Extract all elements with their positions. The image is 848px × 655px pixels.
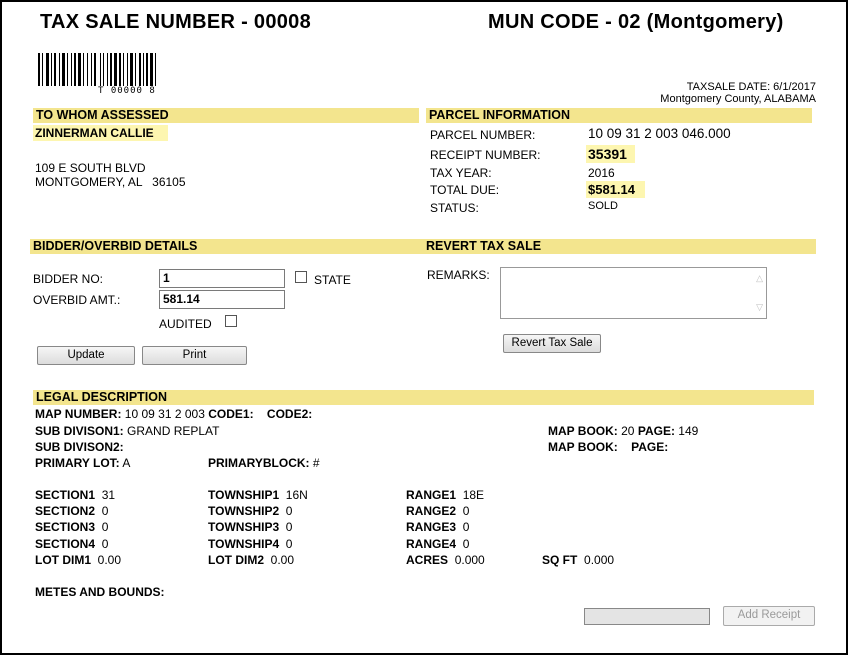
audited-label: AUDITED: [159, 317, 212, 331]
assessed-address-line2: MONTGOMERY, AL 36105: [35, 175, 186, 189]
receipt-input[interactable]: [584, 608, 710, 625]
status-label: STATUS:: [430, 201, 479, 215]
subdiv1-row: [35, 424, 220, 438]
receipt-number-value: 35391: [586, 145, 635, 163]
section3-label: SECTION3: [35, 520, 96, 534]
sqft-value: 0.000: [584, 553, 615, 567]
mapbook1-row: [548, 424, 698, 438]
tax-year-label: TAX YEAR:: [430, 166, 492, 180]
range3-value: 0: [462, 520, 470, 534]
receipt-number-label: RECEIPT NUMBER:: [430, 148, 541, 162]
township4-label: TOWNSHIP4: [208, 537, 280, 551]
section1-label: SECTION1: [35, 488, 96, 502]
add-receipt-button[interactable]: Add Receipt: [723, 606, 815, 626]
barcode-bar: [59, 53, 60, 86]
section-header-bidder-overbid: BIDDER/OVERBID DETAILS: [30, 239, 424, 254]
section-header-revert-tax-sale: REVERT TAX SALE: [423, 239, 816, 254]
section4-value: 0: [101, 537, 109, 551]
barcode-bar: [139, 53, 141, 86]
page2-label: PAGE:: [631, 440, 669, 454]
barcode-bar: [150, 53, 153, 86]
barcode-bar: [110, 53, 112, 86]
print-button[interactable]: Print: [142, 346, 247, 365]
page1-value: 149: [678, 424, 699, 438]
section2-label: SECTION2: [35, 504, 96, 518]
barcode-bar: [87, 53, 88, 86]
township1-label: TOWNSHIP1: [208, 488, 280, 502]
primary-block-label: PRIMARYBLOCK:: [208, 456, 310, 470]
lot-dim2-label: LOT DIM2: [208, 553, 264, 567]
section-header-legal-description: LEGAL DESCRIPTION: [33, 390, 814, 405]
barcode-bar: [100, 53, 101, 86]
mapbook2-label: MAP BOOK:: [548, 440, 618, 454]
barcode-bar: [83, 53, 84, 86]
township1-value: 16N: [285, 488, 308, 502]
barcode-bar: [74, 53, 76, 86]
section2-value: 0: [101, 504, 109, 518]
range2-value: 0: [462, 504, 470, 518]
barcode-bar: [107, 53, 108, 86]
overbid-amt-input[interactable]: 581.14: [159, 290, 285, 309]
barcode-bar: [51, 53, 52, 86]
lot-dim1-label: LOT DIM1: [35, 553, 91, 567]
parcel-number-label: PARCEL NUMBER:: [430, 128, 536, 142]
assessed-address-line1: 109 E SOUTH BLVD: [35, 161, 146, 175]
township3-label: TOWNSHIP3: [208, 520, 280, 534]
range1-label: RANGE1: [406, 488, 457, 502]
state-label: STATE: [314, 273, 351, 287]
barcode-bar: [54, 53, 56, 86]
tax-year-value: 2016: [588, 166, 615, 180]
lot-dim2-value: 0.00: [270, 553, 295, 567]
township3-value: 0: [285, 520, 293, 534]
barcode-image: [38, 53, 223, 86]
acres-value: 0.000: [454, 553, 485, 567]
map-number-row: [35, 407, 312, 421]
code2-label: CODE2:: [266, 407, 313, 421]
taxsale-date: TAXSALE DATE: 6/1/2017: [686, 81, 816, 93]
barcode-bar: [143, 53, 144, 86]
barcode-bar: [130, 53, 133, 86]
barcode-bar: [103, 53, 104, 86]
barcode-bar: [135, 53, 136, 86]
sqft-label: SQ FT: [542, 553, 578, 567]
section1-value: 31: [101, 488, 116, 502]
section-header-parcel-information: PARCEL INFORMATION: [426, 108, 812, 123]
map-number-value: 10 09 31 2 003: [124, 407, 205, 421]
map-number-label: MAP NUMBER:: [35, 407, 122, 421]
metes-and-bounds-label: METES AND BOUNDS:: [35, 585, 165, 599]
primary-lot-label: PRIMARY LOT:: [35, 456, 120, 470]
barcode-bar: [119, 53, 121, 86]
township2-label: TOWNSHIP2: [208, 504, 280, 518]
barcode-text: T 00000 8: [98, 86, 156, 96]
barcode-bar: [114, 53, 117, 86]
subdiv2-label: SUB DIVISON2:: [35, 440, 124, 454]
barcode-bar: [78, 53, 81, 86]
remarks-textarea[interactable]: [500, 267, 767, 319]
range2-label: RANGE2: [406, 504, 457, 518]
barcode-bar: [46, 53, 49, 86]
update-button[interactable]: Update: [37, 346, 135, 365]
revert-tax-sale-button[interactable]: Revert Tax Sale: [503, 334, 601, 353]
state-checkbox[interactable]: [295, 271, 307, 283]
barcode-bar: [91, 53, 92, 86]
page1-label: PAGE:: [637, 424, 675, 438]
county-name: Montgomery County, ALABAMA: [660, 93, 816, 105]
scroll-up-icon[interactable]: △: [756, 273, 763, 283]
barcode-bar: [146, 53, 148, 86]
tax-sale-number-title: TAX SALE NUMBER - 00008: [40, 11, 312, 33]
total-due-value: $581.14: [586, 181, 645, 198]
section3-value: 0: [101, 520, 109, 534]
assessed-name: ZINNERMAN CALLIE: [33, 125, 168, 141]
scroll-down-icon[interactable]: ▽: [756, 302, 763, 312]
status-value: SOLD: [588, 200, 618, 212]
range1-value: 18E: [462, 488, 485, 502]
remarks-label: REMARKS:: [427, 268, 490, 282]
barcode-bar: [67, 53, 68, 86]
acres-label: ACRES: [406, 553, 449, 567]
primary-block-row: [208, 456, 320, 470]
mun-code-title: MUN CODE - 02 (Montgomery): [488, 11, 784, 33]
township4-value: 0: [285, 537, 293, 551]
overbid-amt-label: OVERBID AMT.:: [33, 293, 121, 307]
barcode-bar: [42, 53, 43, 86]
township2-value: 0: [285, 504, 293, 518]
mapbook2-row: [548, 440, 668, 454]
primary-block-value: #: [312, 456, 320, 470]
subdiv1-value: GRAND REPLAT: [127, 424, 220, 438]
range3-label: RANGE3: [406, 520, 457, 534]
remarks-scrollbar[interactable]: [750, 268, 766, 318]
barcode-bar: [94, 53, 96, 86]
primary-lot-row: [35, 456, 130, 470]
primary-lot-value: A: [122, 456, 131, 470]
section4-label: SECTION4: [35, 537, 96, 551]
barcode-bar: [123, 53, 124, 86]
barcode-bar: [71, 53, 72, 86]
barcode-bar: [38, 53, 40, 86]
range4-value: 0: [462, 537, 470, 551]
code1-label: CODE1:: [208, 407, 254, 421]
barcode-bar: [62, 53, 65, 86]
barcode-bar: [127, 53, 128, 86]
audited-checkbox[interactable]: [225, 315, 237, 327]
subdiv2-row: [35, 440, 124, 454]
barcode-bar: [155, 53, 156, 86]
range4-label: RANGE4: [406, 537, 457, 551]
mapbook1-label: MAP BOOK:: [548, 424, 618, 438]
bidder-no-label: BIDDER NO:: [33, 272, 104, 286]
section-header-to-whom-assessed: TO WHOM ASSESSED: [33, 108, 419, 123]
mapbook1-value: 20: [621, 424, 635, 438]
parcel-number-value: 10 09 31 2 003 046.000: [588, 126, 731, 141]
subdiv1-label: SUB DIVISON1:: [35, 424, 124, 438]
bidder-no-input[interactable]: 1: [159, 269, 285, 288]
lot-dim1-value: 0.00: [97, 553, 122, 567]
total-due-label: TOTAL DUE:: [430, 183, 500, 197]
